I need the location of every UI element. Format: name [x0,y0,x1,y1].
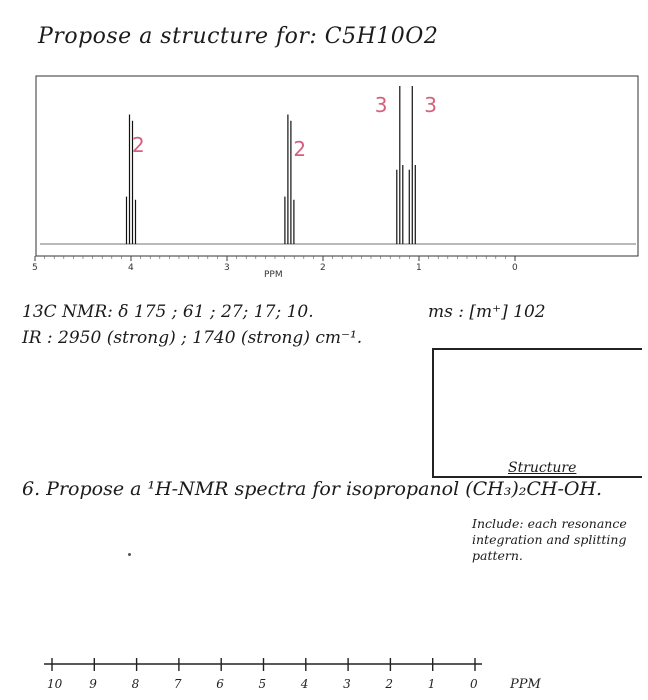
integration-label: 3 [424,93,438,117]
ruler-unit: PPM [510,677,541,692]
ms-data: ms : [m⁺] 102 [428,302,546,322]
structure-label: Structure [508,460,577,476]
ruler-tick-label: 0 [470,677,478,691]
spectrum-axis-label: PPM [264,270,283,280]
spectrum-tick-label: 4 [128,263,134,273]
spectrum-tick-label: 1 [416,263,422,273]
spectrum-tick-label: 5 [32,263,38,273]
question-6: 6. Propose a ¹H-NMR spectra for isopropanol (CH₃)₂CH-OH. [22,478,603,500]
instructions-note: Include: each resonance integration and splitting pattern. [472,516,627,563]
ruler-tick-label: 7 [173,677,182,691]
ruler-tick-label: 10 [47,677,63,691]
ruler-tick-label: 3 [343,677,351,691]
ruler-tick-label: 1 [427,677,436,691]
stray-dot [128,553,131,556]
ruler-tick-label: 2 [385,677,394,691]
integration-label: 2 [132,133,145,157]
integration-label: 3 [374,93,388,117]
spectrum-tick-label: 0 [512,263,518,273]
c13-nmr-data: 13C NMR: δ 175 ; 61 ; 27; 17; 10. [22,302,314,322]
ruler-tick-label: 8 [131,677,140,691]
ruler-tick-label: 4 [300,677,309,691]
spectrum-tick-label: 2 [320,263,326,273]
ir-data: IR : 2950 (strong) ; 1740 (strong) cm⁻¹. [22,328,363,348]
spectrum-tick-label: 3 [224,263,230,273]
integration-label: 2 [293,137,307,161]
ruler-tick-label: 6 [216,677,224,691]
structure-answer-box[interactable] [432,348,642,478]
ruler-tick-label: 5 [258,677,267,691]
ruler-tick-label: 9 [89,677,97,691]
problem-title: Propose a structure for: C5H10O2 [38,24,439,49]
